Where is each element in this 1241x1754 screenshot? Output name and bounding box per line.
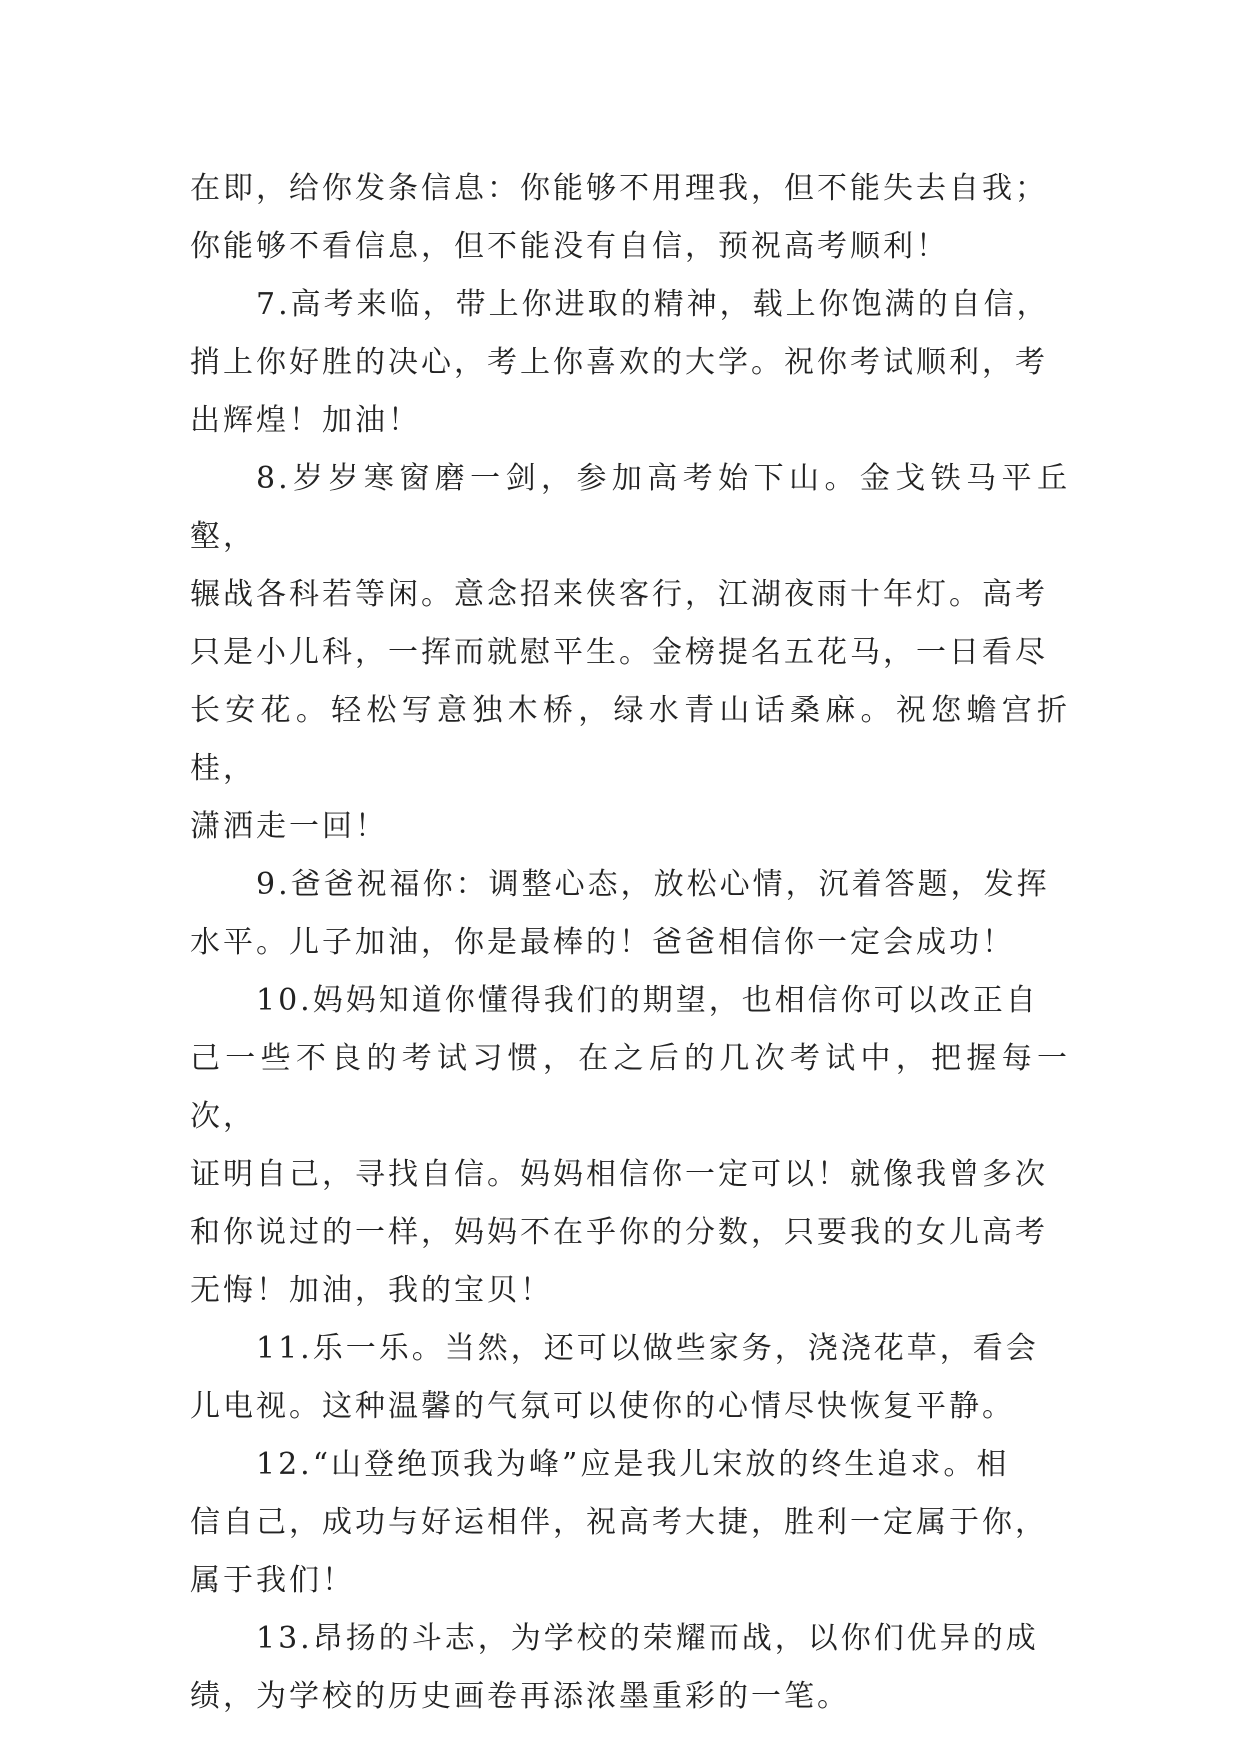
text-line: 10.妈妈知道你懂得我们的期望，也相信你可以改正自 — [256, 983, 1039, 1018]
text-line: 儿电视。这种温馨的气氛可以使你的心情尽快恢复平静。 — [190, 1389, 1015, 1424]
paragraph-12 — [190, 1436, 1070, 1610]
text-line: 绩，为学校的历史画卷再添浓墨重彩的一笔。 — [190, 1679, 850, 1714]
paragraph-7 — [190, 276, 1070, 450]
text-line: 你能够不看信息，但不能没有自信，预祝高考顺利！ — [190, 229, 949, 264]
text-line: 辗战各科若等闲。意念招来侠客行，江湖夜雨十年灯。高考 — [190, 577, 1048, 612]
text-line: 在即，给你发条信息：你能够不用理我，但不能失去自我； — [190, 171, 1048, 206]
text-line: 9.爸爸祝福你：调整心态，放松心情，沉着答题，发挥 — [256, 867, 1050, 902]
paragraph-9 — [190, 856, 1070, 972]
text-line: 水平。儿子加油，你是最棒的！爸爸相信你一定会成功！ — [190, 925, 1015, 960]
text-line: 证明自己，寻找自信。妈妈相信你一定可以！就像我曾多次 — [190, 1157, 1048, 1192]
text-line: 出辉煌！加油！ — [190, 403, 421, 438]
text-line: 只是小儿科，一挥而就慰平生。金榜提名五花马，一日看尽 — [190, 635, 1048, 670]
text-line: 长安花。轻松写意独木桥，绿水青山话桑麻。祝您蟾宫折桂， — [190, 693, 1070, 786]
document-body — [190, 160, 1070, 1726]
text-line: 12.“山登绝顶我为峰”应是我儿宋放的终生追求。相 — [256, 1447, 1010, 1482]
text-line: 己一些不良的考试习惯，在之后的几次考试中，把握每一次， — [190, 1041, 1070, 1134]
text-line: 捎上你好胜的决心，考上你喜欢的大学。祝你考试顺利，考 — [190, 345, 1048, 380]
text-line: 8.岁岁寒窗磨一剑，参加高考始下山。金戈铁马平丘壑， — [190, 461, 1070, 554]
text-line: 潇洒走一回！ — [190, 809, 388, 844]
text-line: 属于我们！ — [190, 1563, 355, 1598]
text-line: 无悔！加油，我的宝贝！ — [190, 1273, 553, 1308]
text-line: 和你说过的一样，妈妈不在乎你的分数，只要我的女儿高考 — [190, 1215, 1048, 1250]
text-line: 13.昂扬的斗志，为学校的荣耀而战，以你们优异的成 — [256, 1621, 1039, 1656]
paragraph-13 — [190, 1610, 1070, 1726]
text-line: 7.高考来临，带上你进取的精神，载上你饱满的自信， — [256, 287, 1050, 322]
text-line: 11.乐一乐。当然，还可以做些家务，浇浇花草，看会 — [256, 1331, 1039, 1366]
paragraph-10 — [190, 972, 1070, 1320]
text-line: 信自己，成功与好运相伴，祝高考大捷，胜利一定属于你， — [190, 1505, 1048, 1540]
paragraph-8 — [190, 450, 1070, 856]
paragraph-11 — [190, 1320, 1070, 1436]
paragraph-6-continued — [190, 160, 1070, 276]
